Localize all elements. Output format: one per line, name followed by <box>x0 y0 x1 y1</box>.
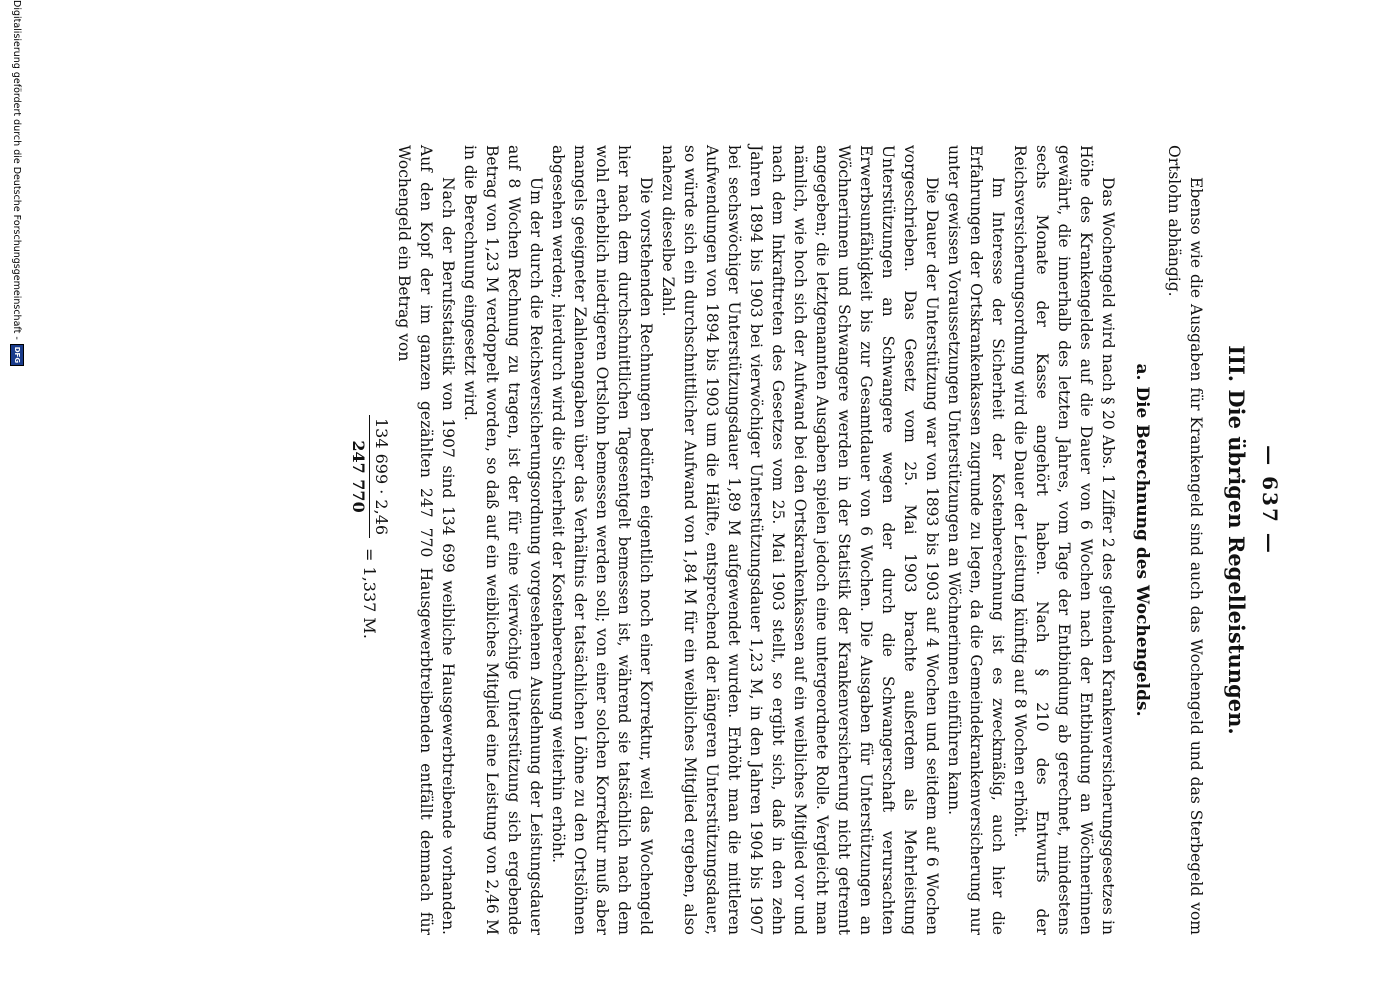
paragraph-4: Die vorstehenden Rechnungen bedürfen eigentlich noch einer Korrektur, weil das Wochengeld hier nach dem durchschnittlichen Tagesentgelt bemessen ist, während sie tatsächlich nach dem wohl erheblich niedrigeren Ortslohn bemessen werden soll; von einer solchen Korrektur muß aber mangels geeigneter Zahlenangaben über das Verhältnis der tatsächlichen Löhne zu den Ortslöhnen abgesehen werden; hierdurch wird die Sicherheit der Kostenberechnung weiterhin erhöht. <box>549 145 655 935</box>
paragraph-2: Im Interesse der Sicherheit der Kostenberechnung ist es zweckmäßig, auch hier die Erfahrungen der Ortskrankenkassen zugrunde zu legen, da die Gemeindekrankenversicherung nur unter gewissen Voraussetzungen Unterstützungen an Wöchnerinnen einführen kann. <box>945 145 1007 935</box>
paragraph-6: Nach der Berufsstatistik von 1907 sind 134 699 weibliche Hausgewerbtreibende vorhanden. Auf den Kopf der im ganzen gezählten 247 770 Hausgewerbtreibenden entfällt demnach für Wochengeld ein Betrag von <box>395 145 457 935</box>
formula-fraction <box>348 415 391 538</box>
credit-text: Digitalisierung gefördert durch die Deutsche Forschungsgemeinschaft - <box>11 0 23 340</box>
digitization-credit <box>6 0 28 1000</box>
intro-paragraph: Ebenso wie die Ausgaben für Krankengeld sind auch das Wochengeld und das Sterbegeld vom Ortslohn abhängig. <box>1165 145 1205 935</box>
dfg-logo: DFG <box>10 344 24 366</box>
section-title: III. Die übrigen Regelleistungen. <box>1224 345 1249 735</box>
paragraph-1: Das Wochengeld wird nach § 20 Abs. 1 Ziffer 2 des geltenden Krankenversicherungsgesetzes in Höhe des Krankengeldes auf die Dauer von 6 Wochen nach der Entbindung an Wöchnerinnen gewährt, die innerhalb des letzten Jahres, vom Tage der Entbindung ab gerechnet, mindestens sechs Monate der Kasse angehört haben. Nach § 210 des Entwurfs der Reichsversicherungsordnung wird die Dauer der Leistung künftig auf 8 Wochen erhöht. <box>1011 145 1117 935</box>
body-text <box>348 145 1255 935</box>
formula-numerator: 134 699 · 2,46 <box>369 415 391 538</box>
paragraph-3: Die Dauer der Unterstützung war von 1893 bis 1903 auf 4 Wochen und seitdem auf 6 Wochen vorgeschrieben. Das Gesetz vom 25. Mai 1903 brachte außerdem als Mehrleistung Unterstützungen an Schwangere wegen der durch die Schwangerschaft verursachten Erwerbsunfähigkeit bis zur Gesamtdauer von 6 Wochen. Die Ausgaben für Unterstützungen an Wöchnerinnen und Schwangere werden in der Statistik der Krankenversicherung nicht getrennt angegeben; die letztgenannten Ausgaben spielen jedoch eine untergeordnete Rolle. Vergleicht man nämlich, wie hoch sich der Aufwand bei den Ortskrankenkassen auf ein weibliches Mitglied vor und nach dem Inkrafttreten des Gesetzes vom 25. Mai 1903 stellt, so ergibt sich, daß in den zehn Jahren 1894 bis 1903 bei vierwöchiger Unterstützungsdauer 1,23 M, in den Jahren 1904 bis 1907 bei sechswöchiger Unterstützungsdauer 1,89 M aufgewendet wurden. Erhöht man die mittleren Aufwendungen von 1894 bis 1903 um die Hälfte, entsprechend der längeren Unterstützungsdauer, so würde sich ein durchschnittlicher Aufwand von 1,84 M für ein weibliches Mitglied ergeben, also nahezu dieselbe Zahl. <box>659 145 941 935</box>
page-number: — 637 — <box>1258 445 1282 555</box>
formula-result: = 1,337 M. <box>360 548 380 639</box>
formula-denominator: 247 770 <box>349 440 368 513</box>
subsection-title: a. Die Berechnung des Wochengelds. <box>1132 363 1152 717</box>
paragraph-5: Um der durch die Reichsversicherungsordnung vorgesehenen Ausdehnung der Leistungsdauer auf 8 Wochen Rechnung zu tragen, ist der für eine vierwöchige Unterstützung sich ergebende Betrag von 1,23 M verdoppelt worden, so daß auf ein weibliches Mitglied eine Leistung von 2,46 M in die Berechnung eingesetzt wird. <box>461 145 545 935</box>
formula <box>348 415 391 935</box>
